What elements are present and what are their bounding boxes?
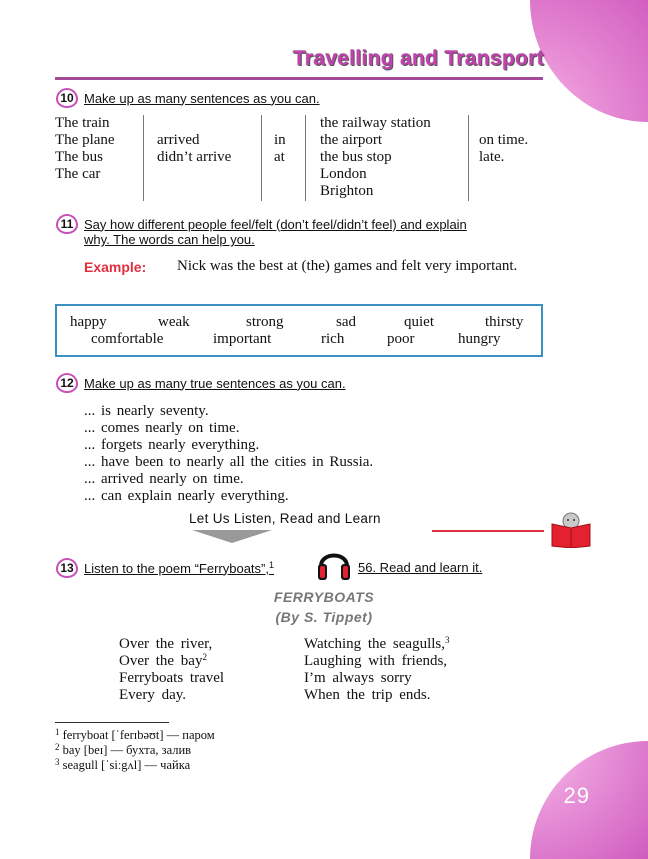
exercise-instruction-line2: why. The words can help you. bbox=[84, 232, 255, 247]
banner-rule bbox=[432, 530, 544, 532]
word: important bbox=[213, 331, 272, 347]
table-cell: The car bbox=[55, 166, 101, 182]
poem-line-text: Over the bay bbox=[119, 653, 203, 669]
exercise-10-header bbox=[56, 88, 320, 108]
exercise-12-header bbox=[56, 373, 346, 393]
exercise-instruction: Say how different people feel/felt (don’t feel/didn’t feel) and explain bbox=[84, 216, 467, 232]
poem-line bbox=[119, 653, 224, 670]
table-cell: the railway station bbox=[320, 115, 431, 131]
poem-author: (By S. Tippet) bbox=[275, 609, 373, 625]
word: quiet bbox=[404, 314, 434, 330]
exercise-13-header bbox=[56, 558, 274, 578]
page-title: Travelling and Transport bbox=[292, 47, 544, 70]
table-col-time bbox=[479, 132, 528, 166]
poem-line-text: Watching the seagulls, bbox=[304, 636, 446, 652]
word: rich bbox=[321, 331, 345, 347]
exercise-instruction: Make up as many sentences as you can. bbox=[84, 90, 320, 106]
poem-line: When the trip ends. bbox=[304, 687, 431, 703]
footnote-num: 1 bbox=[55, 727, 60, 737]
title-underline bbox=[55, 77, 543, 80]
table-cell: arrived bbox=[157, 132, 200, 148]
instruction-part: Listen to the poem “Ferryboats”, bbox=[84, 560, 269, 576]
list-item: ... forgets nearly everything. bbox=[84, 437, 260, 453]
list-item: ... have been to nearly all the cities in Russia. bbox=[84, 454, 374, 470]
table-cell: didn’t arrive bbox=[157, 149, 232, 165]
word: hungry bbox=[458, 331, 501, 347]
poem-line: Ferryboats travel bbox=[119, 670, 225, 686]
footnote-text: bay [beɪ] — бухта, залив bbox=[62, 743, 192, 757]
table-col-verbs bbox=[157, 132, 231, 166]
footnote-ref: 3 bbox=[445, 635, 450, 645]
footnote-text: ferryboat [ˈferɪbəʊt] — паром bbox=[62, 728, 215, 742]
table-divider bbox=[468, 115, 469, 201]
poem-stanza-right bbox=[304, 636, 450, 704]
word: weak bbox=[158, 314, 190, 330]
exercise-number: 13 bbox=[56, 558, 78, 578]
table-col-subjects bbox=[55, 115, 115, 183]
word-box bbox=[55, 304, 543, 357]
table-divider bbox=[143, 115, 144, 201]
word: thirsty bbox=[485, 314, 524, 330]
poem-line: Every day. bbox=[119, 687, 186, 703]
list-item: ... comes nearly on time. bbox=[84, 420, 240, 436]
word: poor bbox=[387, 331, 415, 347]
footnote bbox=[55, 758, 215, 773]
exercise-number: 12 bbox=[56, 373, 78, 393]
footnote-ref: 2 bbox=[202, 652, 207, 662]
table-cell: The train bbox=[55, 115, 110, 131]
table-col-prepositions bbox=[274, 132, 286, 166]
footnote bbox=[55, 743, 215, 758]
footnote-num: 2 bbox=[55, 742, 60, 752]
corner-decoration-top bbox=[530, 0, 648, 122]
poem-title: FERRYBOATS bbox=[273, 589, 375, 605]
footnotes bbox=[55, 728, 215, 773]
banner-arrow-icon bbox=[192, 530, 272, 543]
section-banner: Let Us Listen, Read and Learn bbox=[189, 511, 381, 526]
footnote-text: seagull [ˈsiːgʌl] — чайка bbox=[62, 758, 191, 772]
word: comfortable bbox=[91, 331, 164, 347]
footnote-num: 3 bbox=[55, 757, 60, 767]
sentence-list bbox=[84, 403, 373, 505]
footnote-ref: 1 bbox=[268, 559, 274, 570]
poem-line: Laughing with friends, bbox=[304, 653, 448, 669]
word: happy bbox=[70, 314, 107, 330]
headphones-icon[interactable] bbox=[316, 544, 352, 582]
exercise-instruction: Make up as many true sentences as you can. bbox=[84, 375, 346, 391]
exercise-number: 10 bbox=[56, 88, 78, 108]
poem-line bbox=[304, 636, 450, 653]
table-cell: at bbox=[274, 149, 285, 165]
table-cell: in bbox=[274, 132, 286, 148]
exercise-number: 11 bbox=[56, 214, 78, 234]
table-cell: on time. bbox=[479, 132, 529, 148]
example-text: Nick was the best at (the) games and felt very important. bbox=[177, 258, 518, 274]
poem-line: Over the river, bbox=[119, 636, 213, 652]
table-divider bbox=[261, 115, 262, 201]
exercise-11-header bbox=[56, 214, 467, 234]
table-cell: London bbox=[320, 166, 367, 182]
list-item: ... arrived nearly on time. bbox=[84, 471, 244, 487]
table-cell: the bus stop bbox=[320, 149, 392, 165]
table-divider bbox=[305, 115, 306, 201]
word: strong bbox=[246, 314, 284, 330]
exercise-instruction bbox=[84, 561, 274, 576]
word: sad bbox=[336, 314, 356, 330]
list-item: ... can explain nearly everything. bbox=[84, 488, 289, 504]
list-item: ... is nearly seventy. bbox=[84, 403, 209, 419]
poem-stanza-left bbox=[119, 636, 224, 704]
poem-line: I’m always sorry bbox=[304, 670, 412, 686]
table-cell: late. bbox=[479, 149, 505, 165]
reading-book-icon bbox=[550, 508, 592, 548]
table-cell: Brighton bbox=[320, 183, 374, 199]
table-col-places bbox=[320, 115, 431, 200]
table-cell: the airport bbox=[320, 132, 383, 148]
exercise-instruction-end: 56. Read and learn it. bbox=[358, 560, 483, 575]
footnote-divider bbox=[55, 722, 169, 723]
table-cell: The plane bbox=[55, 132, 115, 148]
example-label: Example: bbox=[84, 259, 147, 275]
table-cell: The bus bbox=[55, 149, 103, 165]
footnote bbox=[55, 728, 215, 743]
page-number: 29 bbox=[563, 783, 590, 808]
